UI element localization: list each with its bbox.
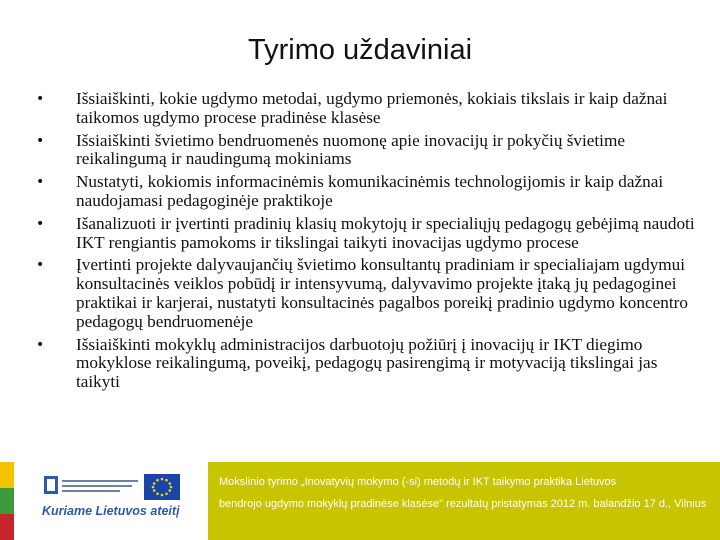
bullet-item xyxy=(36,336,696,392)
slide-title: Tyrimo uždaviniai xyxy=(247,34,473,66)
bullet-text: Išsiaiškinti, kokie ugdymo metodai, ugdymo priemonės, kokiais tikslais ir kaip dažnai taikomos ugdymo procese pradinėse klasėse xyxy=(76,89,668,127)
bullet-text: Išsiaiškinti mokyklų administracijos darbuotojų požiūrį į inovacijų ir IKT diegimo mokyklose reikalingumą, poveikį, pedagogų pasirengimą ir motyvaciją tikslingai jas taikyti xyxy=(76,334,658,392)
banner-text-line1: Mokslinio tyrimo „Inovatyvių mokymo (-si) metodų ir IKT taikymo praktika Lietuvos xyxy=(219,476,617,488)
bullet-icon: • xyxy=(36,91,45,107)
partner-logo xyxy=(36,466,188,526)
flag-stripe-yellow xyxy=(0,462,14,488)
bullet-icon: • xyxy=(36,336,45,353)
bullet-item xyxy=(36,256,696,331)
bullet-item xyxy=(36,215,696,253)
ministry-logo-icon xyxy=(44,474,140,498)
flag-stripe-green xyxy=(0,488,14,514)
bullet-text: Įvertinti projekte dalyvaujančių švietimo konsultantų pradiniam ir specialiajam ugdymui konsultacinės veiklos pobūdį ir intensyvumą, dalyvavimo projekte įtaką jų pedagoginei praktikai ir karjerai, nustatyti konsultacinės pagalbos poreikį pradinio ugdymo koncentro pedagogų bendruomenėje xyxy=(76,255,688,331)
bullet-item xyxy=(36,90,696,128)
bullet-text: Išsiaiškinti švietimo bendruomenės nuomonę apie inovacijų ir pokyčių švietime reikalingumą ir naudingumą mokiniams xyxy=(76,130,625,169)
banner-text-line2: bendrojo ugdymo mokyklų pradinėse klasėse" rezultatų pristatymas 2012 m. balandžio 17 d., Vilnius xyxy=(219,498,707,510)
bullet-icon: • xyxy=(36,174,45,191)
bullet-icon: • xyxy=(36,132,45,149)
bullet-item xyxy=(36,173,696,211)
eu-flag-icon xyxy=(144,474,180,500)
bullet-icon: • xyxy=(36,215,45,232)
bullet-item xyxy=(36,132,696,170)
footer-banner xyxy=(208,462,720,540)
logo-slogan: Kuriame Lietuvos ateitį xyxy=(42,504,180,518)
bullet-text: Nustatyti, kokiomis informacinėmis komunikacinėmis technologijomis ir kaip dažnai naudojamasi pedagoginėje praktikoje xyxy=(76,172,664,210)
bullet-text: Išanalizuoti ir įvertinti pradinių klasių mokytojų ir specialiųjų pedagogų gebėjimą naudoti IKT rengiantis pamokoms ir tikslingai taikyti inovacijas ugdymo procese xyxy=(76,213,695,252)
flag-stripe-red xyxy=(0,514,14,540)
bullet-list xyxy=(36,90,696,396)
bullet-icon: • xyxy=(36,257,45,274)
